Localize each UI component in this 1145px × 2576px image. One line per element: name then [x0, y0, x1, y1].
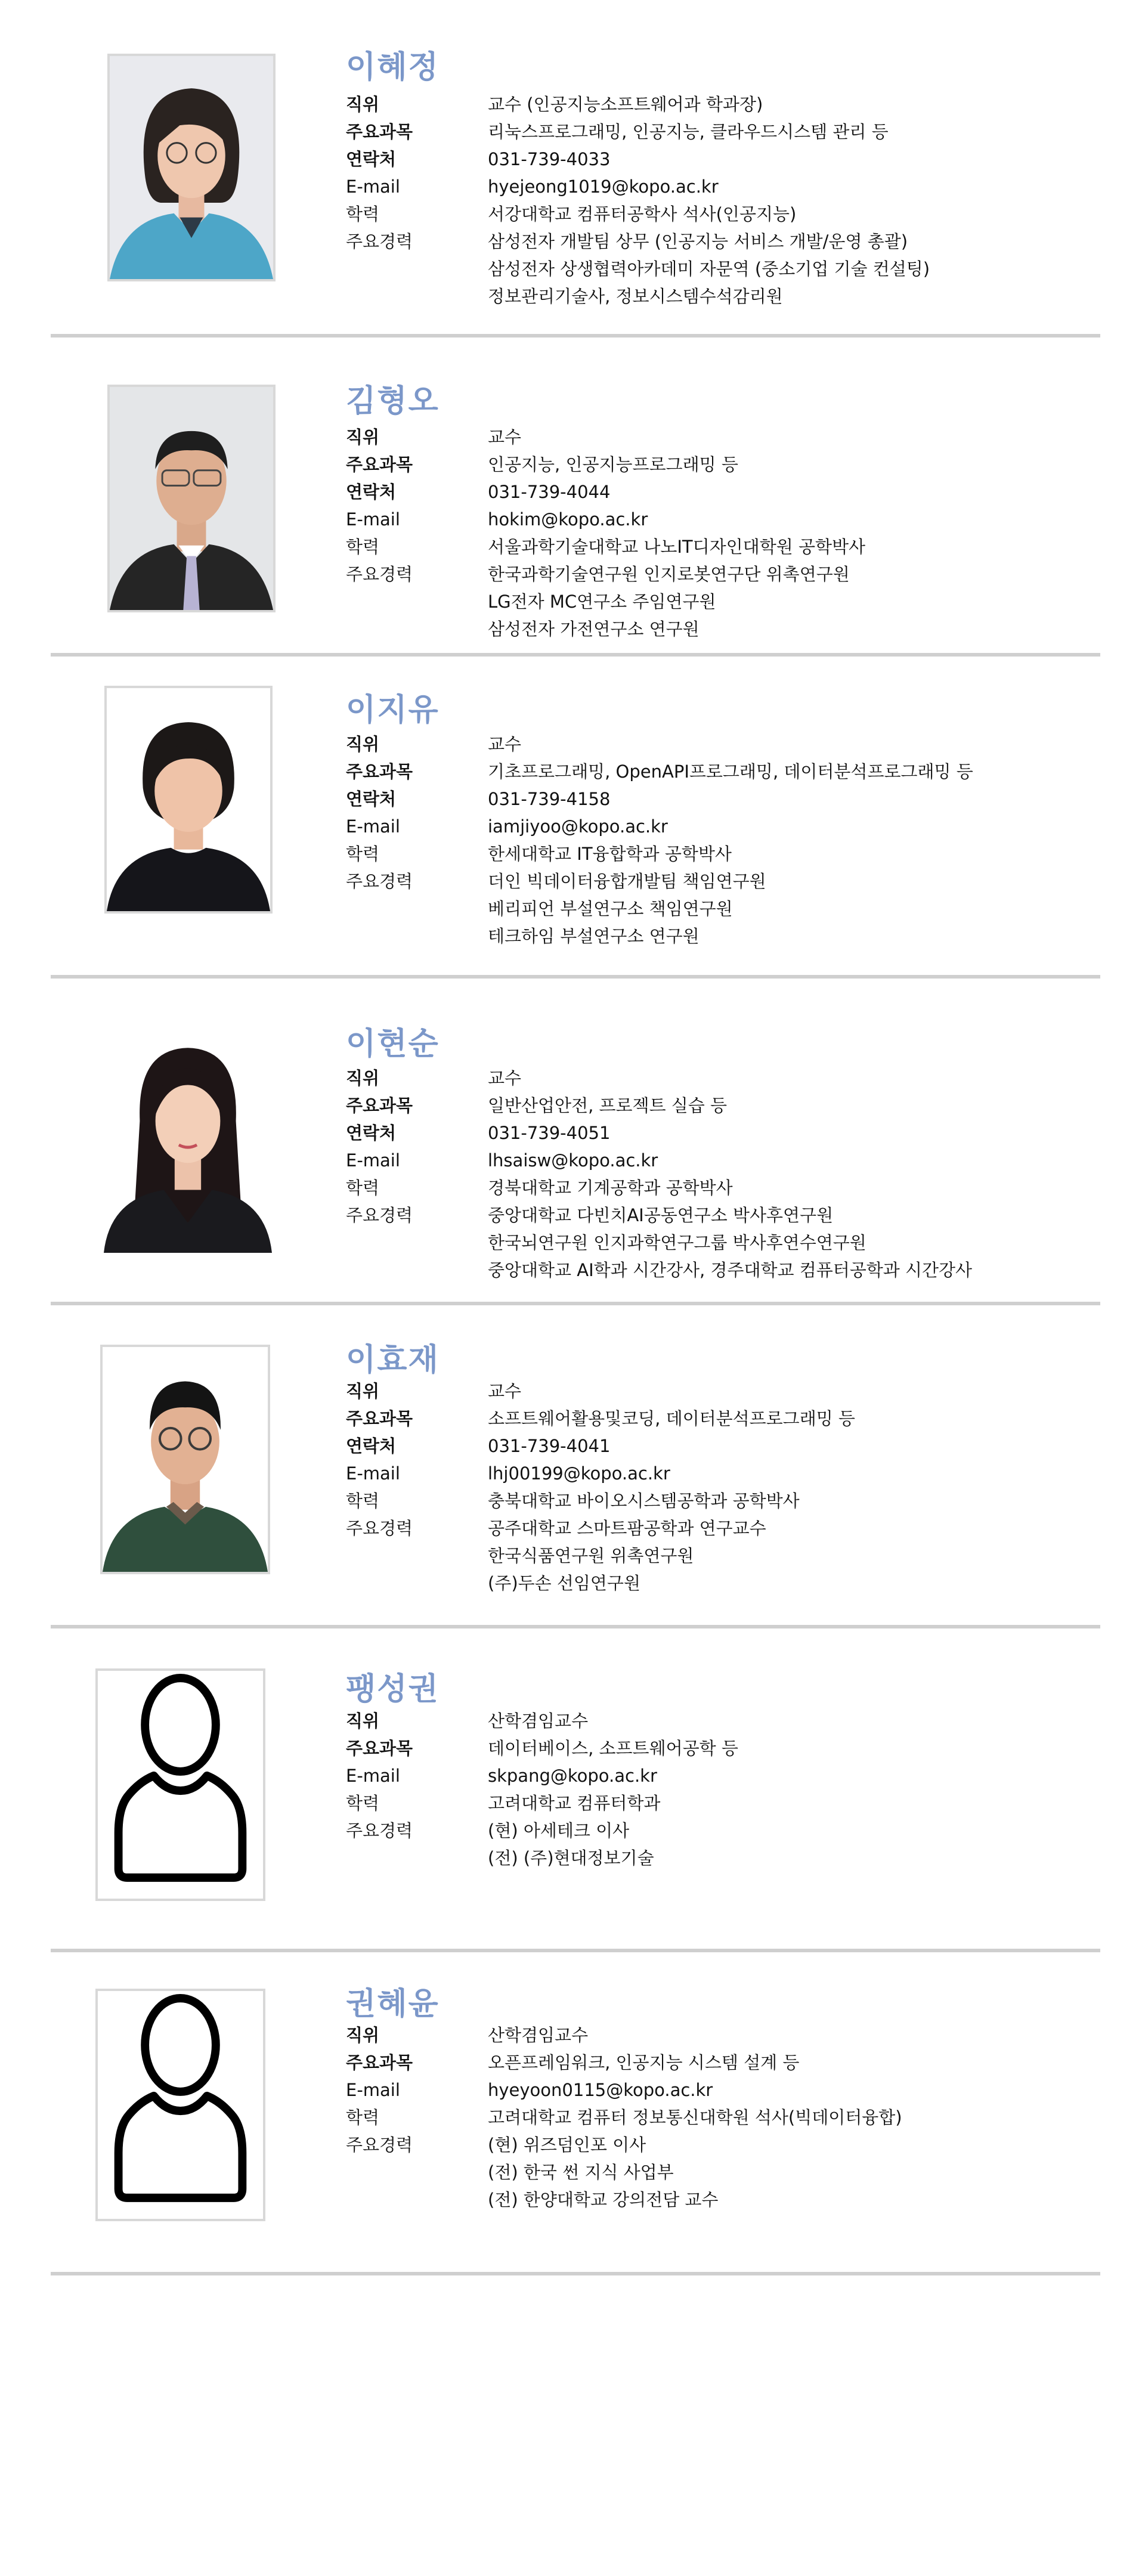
career-item: (전) 한양대학교 강의전담 교수	[488, 2190, 719, 2210]
detail-row	[346, 1174, 972, 1202]
detail-row	[346, 813, 973, 840]
detail-row	[346, 478, 865, 506]
section-divider	[51, 975, 1100, 979]
detail-row	[346, 1460, 855, 1487]
detail-row	[346, 730, 973, 758]
detail-label: 학력	[346, 1178, 380, 1198]
detail-value: 031-739-4051	[488, 1123, 611, 1143]
detail-label: 직위	[346, 94, 380, 114]
detail-row	[346, 91, 930, 118]
detail-label: 직위	[346, 1068, 380, 1088]
detail-label: 학력	[346, 537, 380, 557]
career-item: 삼성전자 상생협력아카데미 자문역 (중소기업 기술 컨설팅)	[488, 259, 930, 279]
profile-details	[346, 423, 865, 643]
detail-value: 교수	[488, 1068, 522, 1088]
detail-value: 경북대학교 기계공학과 공학박사	[488, 1178, 733, 1198]
detail-value: 031-739-4158	[488, 789, 611, 809]
career-item: 삼성전자 개발팀 상무 (인공지능 서비스 개발/운영 총괄)	[488, 231, 908, 252]
detail-label: 연락처	[346, 149, 397, 169]
detail-label: 주요과목	[346, 1408, 413, 1429]
profile-photo	[100, 1345, 270, 1574]
detail-row	[346, 868, 973, 950]
portrait-image	[107, 688, 270, 911]
career-item: 정보관리기술사, 정보시스템수석감리원	[488, 286, 783, 306]
detail-row	[346, 2021, 902, 2049]
detail-row	[346, 840, 973, 868]
career-item: (전) (주)현대정보기술	[488, 1848, 654, 1868]
detail-label: 주요경력	[346, 1820, 413, 1841]
detail-row	[346, 2104, 902, 2131]
detail-label: 연락처	[346, 789, 397, 809]
detail-label: E-mail	[346, 1463, 400, 1484]
detail-label: 주요경력	[346, 231, 413, 252]
detail-row	[346, 1377, 855, 1405]
detail-value: 소프트웨어활용및코딩, 데이터분석프로그래밍 등	[488, 1408, 855, 1429]
career-item: (현) 위즈덤인포 이사	[488, 2135, 646, 2155]
detail-value: 일반산업안전, 프로젝트 실습 등	[488, 1095, 728, 1116]
section-divider	[51, 2272, 1100, 2275]
professor-name: 권혜윤	[346, 1986, 440, 2022]
detail-row	[346, 785, 973, 813]
detail-value: 데이터베이스, 소프트웨어공학 등	[488, 1738, 738, 1758]
profile-photo	[95, 1668, 265, 1901]
detail-label: 학력	[346, 1793, 380, 1813]
profile-details	[346, 1064, 972, 1284]
detail-row	[346, 1487, 855, 1515]
detail-label: E-mail	[346, 2080, 400, 2100]
detail-value: 031-739-4044	[488, 482, 611, 502]
professor-name: 이현순	[346, 1026, 440, 1062]
detail-row	[346, 423, 865, 451]
email-link[interactable]: skpang@kopo.ac.kr	[488, 1766, 657, 1786]
detail-label: 직위	[346, 1711, 380, 1731]
detail-value: 031-739-4033	[488, 149, 611, 169]
profile-details	[346, 730, 973, 950]
detail-row	[346, 506, 865, 533]
detail-value: 교수	[488, 734, 522, 754]
detail-row	[346, 1817, 738, 1872]
detail-row	[346, 758, 973, 785]
detail-row	[346, 1064, 972, 1092]
detail-label: E-mail	[346, 509, 400, 530]
detail-label: 주요과목	[346, 1738, 413, 1758]
profile-photo	[95, 1989, 265, 2221]
detail-row	[346, 2049, 902, 2076]
detail-label: 학력	[346, 844, 380, 864]
detail-value: 인공지능, 인공지능프로그래밍 등	[488, 454, 738, 475]
detail-label: 주요경력	[346, 871, 413, 891]
section-divider	[51, 1949, 1100, 1952]
detail-row	[346, 228, 930, 310]
profile-details	[346, 2021, 902, 2213]
email-link[interactable]: hyeyoon0115@kopo.ac.kr	[488, 2080, 713, 2100]
detail-label: E-mail	[346, 816, 400, 837]
detail-row	[346, 1092, 972, 1119]
career-item: 한국식품연구원 위촉연구원	[488, 1546, 694, 1566]
detail-label: 학력	[346, 2107, 380, 2128]
detail-label: 연락처	[346, 482, 397, 502]
detail-value: 오픈프레임워크, 인공지능 시스템 설계 등	[488, 2052, 800, 2073]
email-link[interactable]: hokim@kopo.ac.kr	[488, 509, 648, 530]
detail-value: 서강대학교 컴퓨터공학사 석사(인공지능)	[488, 204, 797, 224]
email-link[interactable]: hyejeong1019@kopo.ac.kr	[488, 177, 719, 197]
career-item: 삼성전자 가전연구소 연구원	[488, 619, 700, 639]
portrait-image	[103, 1347, 268, 1572]
detail-value: 교수	[488, 427, 522, 447]
email-link[interactable]: lhj00199@kopo.ac.kr	[488, 1463, 670, 1484]
career-item: 중앙대학교 다빈치AI공동연구소 박사후연구원	[488, 1205, 834, 1225]
detail-label: 주요과목	[346, 761, 413, 782]
professor-name: 팽성권	[346, 1671, 440, 1707]
detail-row	[346, 173, 930, 200]
career-item: (현) 아세테크 이사	[488, 1820, 630, 1841]
portrait-image	[110, 387, 273, 610]
professor-name: 이효재	[346, 1342, 440, 1378]
portrait-image	[110, 56, 273, 279]
professor-name: 김형오	[346, 383, 440, 419]
career-item: (주)두손 선임연구원	[488, 1573, 640, 1593]
detail-row	[346, 561, 865, 643]
profile-photo	[101, 1023, 274, 1255]
detail-value: 산학겸임교수	[488, 2025, 589, 2045]
detail-value: 충북대학교 바이오시스템공학과 공학박사	[488, 1491, 800, 1511]
detail-label: 연락처	[346, 1436, 397, 1456]
career-item: LG전자 MC연구소 주임연구원	[488, 592, 716, 612]
detail-label: 주요과목	[346, 122, 413, 142]
detail-value: 리눅스프로그래밍, 인공지능, 클라우드시스템 관리 등	[488, 122, 889, 142]
detail-row	[346, 200, 930, 228]
detail-row	[346, 1735, 738, 1762]
detail-row	[346, 1147, 972, 1174]
email-link[interactable]: iamjiyoo@kopo.ac.kr	[488, 816, 668, 837]
profile-details	[346, 91, 930, 310]
detail-row	[346, 145, 930, 173]
career-item: (전) 한국 썬 지식 사업부	[488, 2162, 674, 2182]
detail-label: 학력	[346, 1491, 380, 1511]
detail-label: 직위	[346, 734, 380, 754]
detail-row	[346, 1762, 738, 1789]
section-divider	[51, 1302, 1100, 1305]
professor-name: 이지유	[346, 692, 440, 728]
detail-label: 주요경력	[346, 2135, 413, 2155]
detail-value: 한세대학교 IT융합학과 공학박사	[488, 844, 732, 864]
detail-row	[346, 1515, 855, 1597]
detail-row	[346, 1789, 738, 1817]
detail-row	[346, 2076, 902, 2104]
detail-row	[346, 118, 930, 145]
section-divider	[51, 334, 1100, 338]
detail-label: 직위	[346, 2025, 380, 2045]
detail-row	[346, 533, 865, 561]
detail-value: 산학겸임교수	[488, 1711, 589, 1731]
detail-value: 서울과학기술대학교 나노IT디자인대학원 공학박사	[488, 537, 865, 557]
career-item: 더인 빅데이터융합개발팀 책임연구원	[488, 871, 766, 891]
detail-label: E-mail	[346, 1766, 400, 1786]
detail-row	[346, 1119, 972, 1147]
detail-row	[346, 1707, 738, 1735]
section-divider	[51, 653, 1100, 657]
detail-row	[346, 2131, 902, 2213]
detail-label: 학력	[346, 204, 380, 224]
avatar-placeholder-icon	[98, 1671, 263, 1899]
detail-value: 교수 (인공지능소프트웨어과 학과장)	[488, 94, 763, 114]
section-divider	[51, 1625, 1100, 1628]
detail-row	[346, 1405, 855, 1432]
career-item: 테크하임 부설연구소 연구원	[488, 926, 700, 946]
detail-value: 고려대학교 컴퓨터학과	[488, 1793, 661, 1813]
career-item: 공주대학교 스마트팜공학과 연구교수	[488, 1518, 766, 1538]
detail-label: 주요과목	[346, 454, 413, 475]
career-item: 중앙대학교 AI학과 시간강사, 경주대학교 컴퓨터공학과 시간강사	[488, 1260, 973, 1280]
detail-label: 주요과목	[346, 1095, 413, 1116]
detail-row	[346, 1432, 855, 1460]
detail-value: 교수	[488, 1381, 522, 1401]
detail-value: 기초프로그래밍, OpenAPI프로그래밍, 데이터분석프로그래밍 등	[488, 761, 973, 782]
career-item: 베리피언 부설연구소 책임연구원	[488, 899, 733, 919]
detail-label: 직위	[346, 427, 380, 447]
detail-label: 주요경력	[346, 1518, 413, 1538]
avatar-placeholder-icon	[98, 1991, 263, 2219]
detail-value: 031-739-4041	[488, 1436, 611, 1456]
career-item: 한국과학기술연구원 인지로봇연구단 위촉연구원	[488, 564, 850, 584]
detail-label: 주요경력	[346, 564, 413, 584]
detail-label: E-mail	[346, 1150, 400, 1171]
detail-row	[346, 1202, 972, 1284]
detail-label: E-mail	[346, 177, 400, 197]
detail-label: 직위	[346, 1381, 380, 1401]
detail-label: 연락처	[346, 1123, 397, 1143]
profile-details	[346, 1377, 855, 1597]
profile-photo	[104, 686, 273, 914]
detail-row	[346, 451, 865, 478]
email-link[interactable]: lhsaisw@kopo.ac.kr	[488, 1150, 658, 1171]
professor-name: 이혜정	[346, 49, 440, 85]
detail-label: 주요과목	[346, 2052, 413, 2073]
detail-value: 고려대학교 컴퓨터 정보통신대학원 석사(빅데이터융합)	[488, 2107, 902, 2128]
career-item: 한국뇌연구원 인지과학연구그룹 박사후연수연구원	[488, 1233, 867, 1253]
profile-details	[346, 1707, 738, 1872]
detail-label: 주요경력	[346, 1205, 413, 1225]
profile-photo	[107, 385, 276, 612]
portrait-image	[104, 1025, 272, 1253]
profile-photo	[107, 54, 276, 281]
